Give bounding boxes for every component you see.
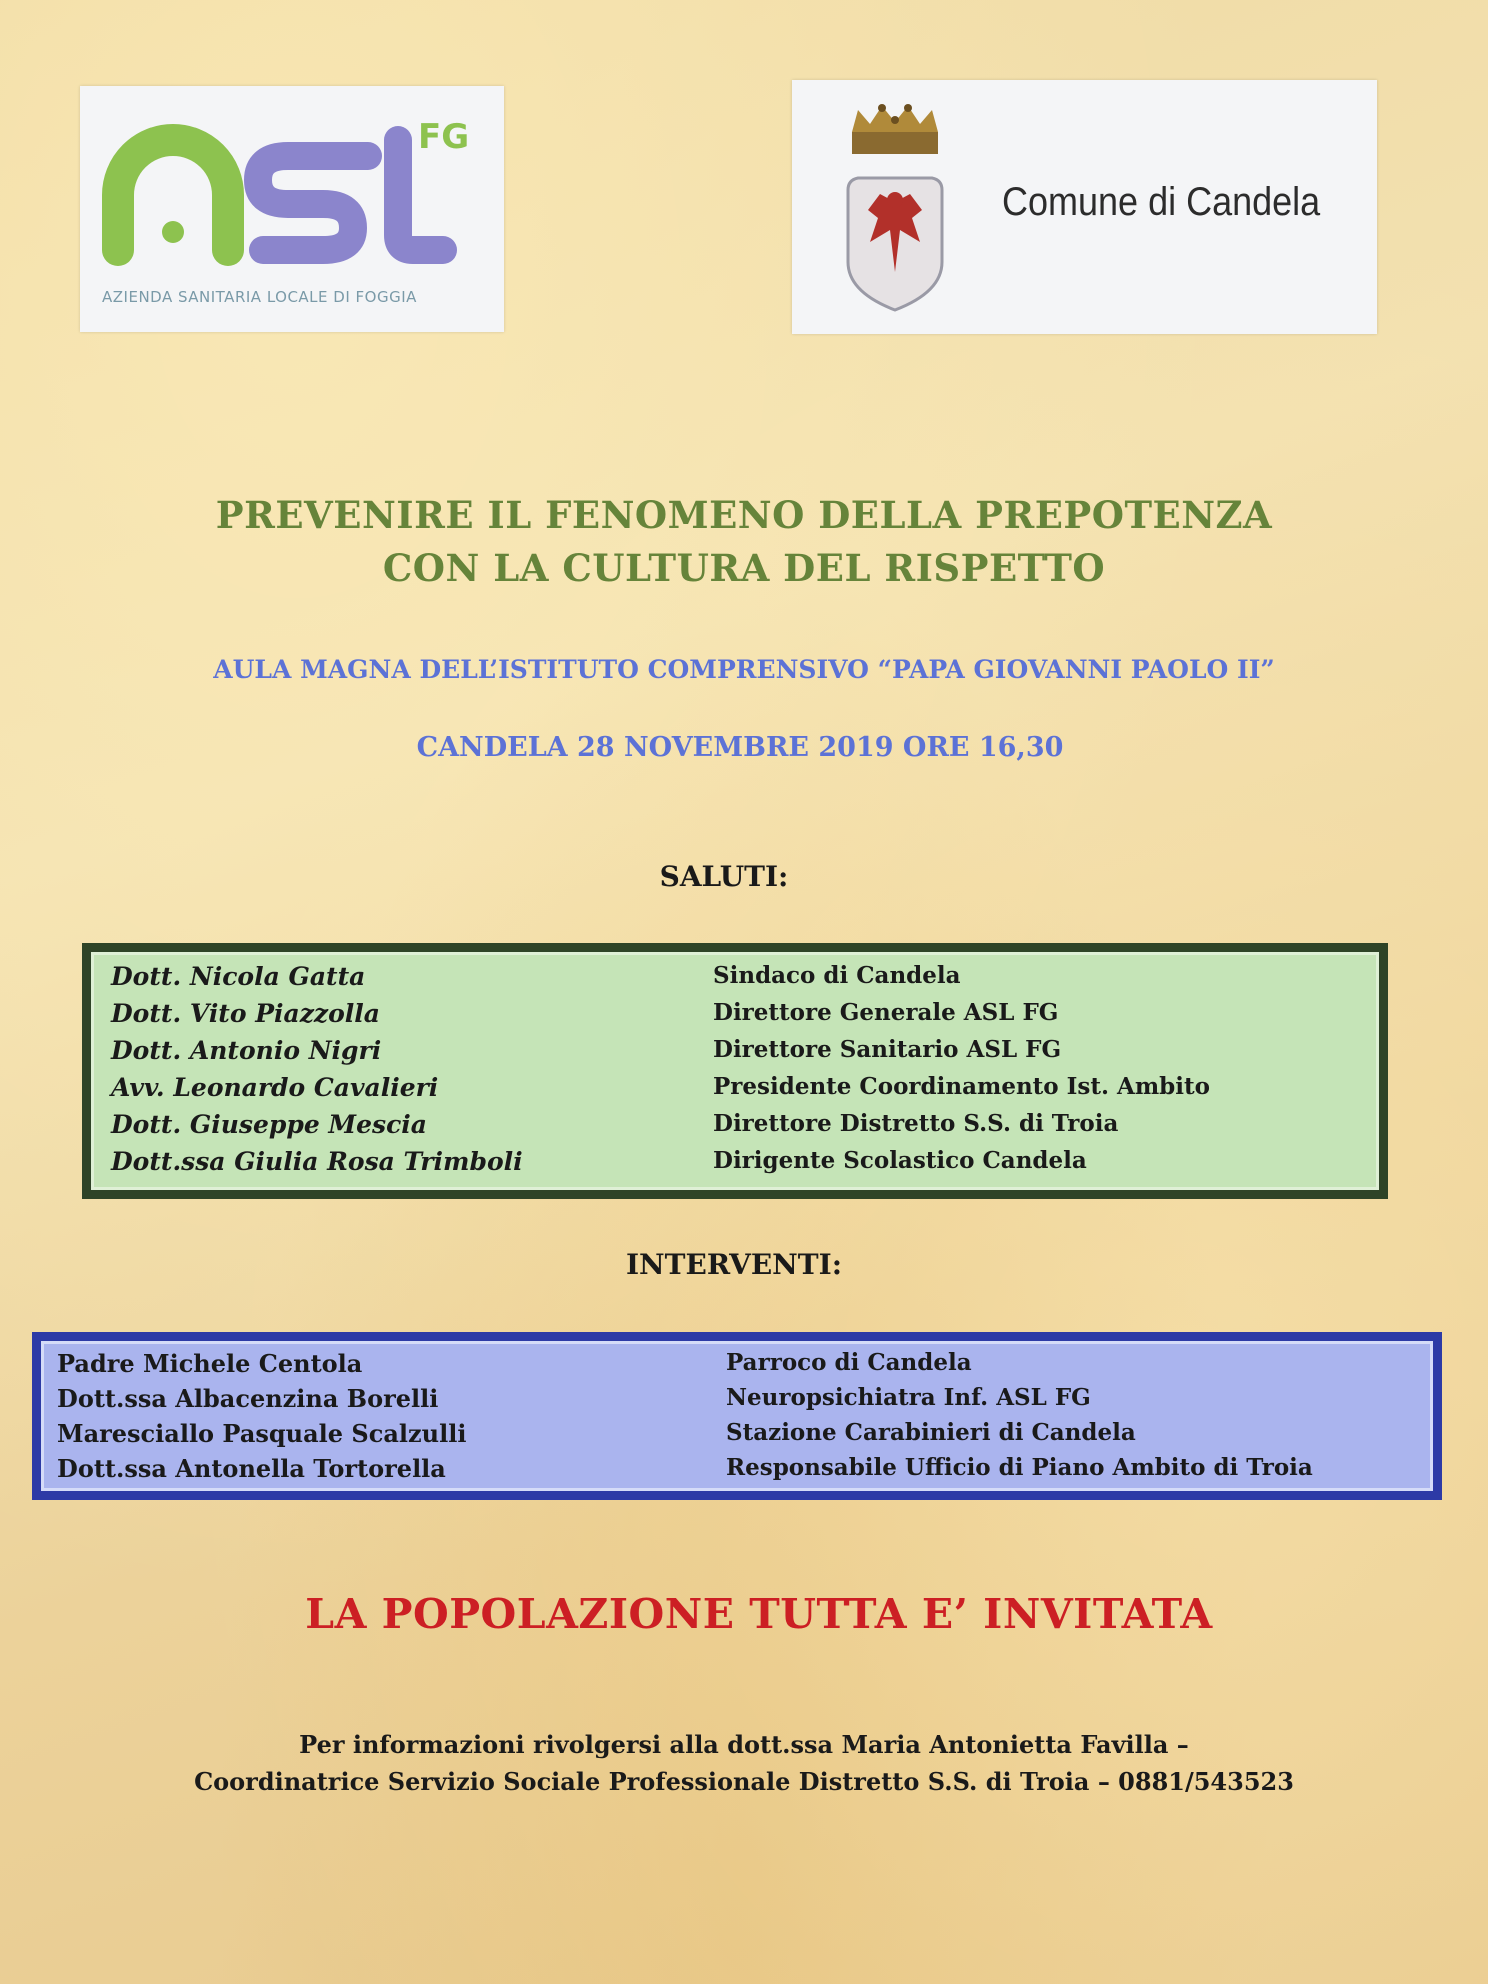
invitation-text: LA POPOLAZIONE TUTTA E’ INVITATA <box>305 1590 1213 1638</box>
asl-subtitle: AZIENDA SANITARIA LOCALE DI FOGGIA <box>102 288 417 306</box>
event-title-line1: PREVENIRE IL FENOMENO DELLA PREPOTENZA <box>215 493 1273 537</box>
speaker-name: Padre Michele Centola <box>57 1349 363 1378</box>
speaker-name: Dott.ssa Antonella Tortorella <box>57 1454 446 1483</box>
speaker-role: Parroco di Candela <box>726 1349 972 1376</box>
speaker-name: Maresciallo Pasquale Scalzulli <box>57 1419 467 1448</box>
saluti-row <box>91 1073 1379 1110</box>
interventi-row <box>41 1454 1433 1491</box>
saluti-row <box>91 1036 1379 1073</box>
interventi-row <box>41 1419 1433 1456</box>
comune-candela-logo <box>792 80 1377 334</box>
speaker-role: Sindaco di Candela <box>713 962 961 989</box>
speaker-role: Responsabile Ufficio di Piano Ambito di Troia <box>726 1454 1313 1481</box>
contact-info-line1: Per informazioni rivolgersi alla dott.ssa Maria Antonietta Favilla – <box>299 1730 1189 1759</box>
speaker-role: Direttore Generale ASL FG <box>713 999 1059 1026</box>
interventi-row <box>41 1384 1433 1421</box>
speaker-role: Neuropsichiatra Inf. ASL FG <box>726 1384 1091 1411</box>
speaker-name: Avv. Leonardo Cavalieri <box>111 1073 439 1102</box>
saluti-row <box>91 999 1379 1036</box>
speaker-name: Dott. Giuseppe Mescia <box>111 1110 428 1139</box>
asl-logo-mark <box>98 100 488 290</box>
speaker-role: Direttore Sanitario ASL FG <box>713 1036 1062 1063</box>
saluti-row <box>91 1147 1379 1184</box>
event-title-line2: CON LA CULTURA DEL RISPETTO <box>382 546 1106 590</box>
speaker-name: Dott.ssa Albacenzina Borelli <box>57 1384 439 1413</box>
speaker-role: Direttore Distretto S.S. di Troia <box>713 1110 1119 1137</box>
speaker-role: Presidente Coordinamento Ist. Ambito <box>713 1073 1210 1100</box>
speaker-name: Dott.ssa Giulia Rosa Trimboli <box>111 1147 523 1176</box>
saluti-row <box>91 1110 1379 1147</box>
saluti-heading: SALUTI: <box>659 860 789 893</box>
interventi-heading: INTERVENTI: <box>625 1248 843 1281</box>
speaker-name: Dott. Antonio Nigri <box>111 1036 382 1065</box>
comune-name: Comune di Candela <box>1002 180 1321 224</box>
contact-info-line2: Coordinatrice Servizio Sociale Professionale Distretto S.S. di Troia – 0881/543523 <box>194 1767 1294 1796</box>
asl-fg-logo <box>80 86 504 332</box>
event-venue: AULA MAGNA DELL’ISTITUTO COMPRENSIVO “PAPA GIOVANNI PAOLO II” <box>213 655 1275 684</box>
interventi-panel <box>32 1332 1442 1500</box>
speaker-name: Dott. Vito Piazzolla <box>111 999 380 1028</box>
eagle-crest-icon <box>840 102 950 312</box>
speaker-name: Dott. Nicola Gatta <box>111 962 366 991</box>
interventi-row <box>41 1349 1433 1386</box>
saluti-panel <box>82 943 1388 1199</box>
speaker-role: Dirigente Scolastico Candela <box>713 1147 1087 1174</box>
speaker-role: Stazione Carabinieri di Candela <box>726 1419 1136 1446</box>
event-datetime: CANDELA 28 NOVEMBRE 2019 ORE 16,30 <box>416 732 1064 763</box>
saluti-row <box>91 962 1379 999</box>
asl-fg-superscript: FG <box>418 117 470 157</box>
